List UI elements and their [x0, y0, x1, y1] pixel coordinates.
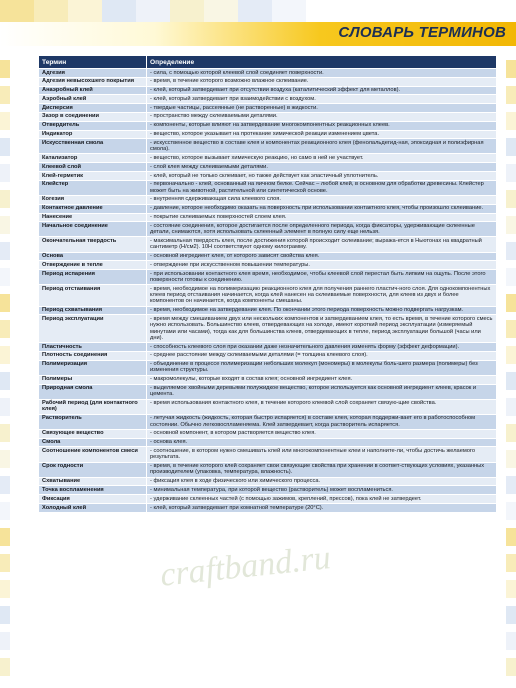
table-row: [39, 504, 497, 513]
strip-block: [0, 632, 10, 650]
strip-block: [506, 658, 516, 676]
table-row: [39, 121, 497, 130]
table-row: [39, 447, 497, 462]
strip-block: [506, 372, 516, 390]
color-swatch: [68, 0, 102, 22]
term-cell: Анаэробный клей: [39, 86, 147, 95]
strip-block: [0, 86, 10, 104]
table-row: [39, 384, 497, 399]
column-header-definition: Определение: [147, 56, 497, 69]
term-cell: Срок годности: [39, 462, 147, 477]
strip-block: [506, 476, 516, 494]
strip-block: [506, 450, 516, 468]
term-cell: Нанесение: [39, 213, 147, 222]
definition-cell: - максимальная твердость клея, после достижения которой происходит склеивание; выража-ется в Ньютонах на квадратный сантиметр (Н/см2). 10Н соответствуют одному килограмму.: [147, 237, 497, 252]
term-cell: Плотность соединения: [39, 351, 147, 360]
table-row: [39, 343, 497, 352]
watermark-text: craftband.ru: [158, 539, 333, 594]
strip-block: [506, 346, 516, 364]
strip-block: [506, 294, 516, 312]
term-cell: Период испарения: [39, 270, 147, 285]
strip-block: [0, 476, 10, 494]
term-cell: Окончательная твердость: [39, 237, 147, 252]
table-row: [39, 375, 497, 384]
definition-cell: - внутренняя сдерживающая сила клеевого слоя.: [147, 195, 497, 204]
definition-cell: - соотношение, в котором нужно смешивать клей или многокомпонентные клеи и наполните-ли, чтобы достичь желаемого результата.: [147, 447, 497, 462]
definition-cell: - состояние соединения, которое достигается после определенного периода, когда фиксаторы, удерживающие склеенные детали, снимаются, хотя использовать склеенный элемент в полную силу еще нельзя.: [147, 222, 497, 237]
strip-block: [0, 346, 10, 364]
term-cell: Точка воспламенения: [39, 486, 147, 495]
title-banner: [0, 22, 516, 46]
color-swatch: [102, 0, 136, 22]
term-cell: Клейстер: [39, 180, 147, 195]
table-row: [39, 495, 497, 504]
strip-block: [506, 190, 516, 208]
table-row: [39, 95, 497, 104]
strip-block: [0, 112, 10, 130]
table-row: [39, 360, 497, 375]
color-swatch: [34, 0, 68, 22]
term-cell: Основа: [39, 252, 147, 261]
term-cell: Связующее вещество: [39, 429, 147, 438]
table-row: [39, 429, 497, 438]
table-row: [39, 139, 497, 154]
table-row: [39, 462, 497, 477]
definition-cell: - пространство между склеиваемыми деталями.: [147, 112, 497, 121]
strip-block: [506, 112, 516, 130]
strip-block: [0, 190, 10, 208]
strip-block: [0, 658, 10, 676]
strip-block: [506, 502, 516, 520]
definition-cell: - отверждение при искусственном повышении температуры.: [147, 261, 497, 270]
definition-cell: - фиксация клея в ходе физического или химического процесса.: [147, 477, 497, 486]
table-row: [39, 204, 497, 213]
definition-cell: - первоначально - клей, основанный на яичном белке. Сейчас – любой клей, в основном для обработки древесины. Клейстер может быть на животной, растительной или синтетической основе.: [147, 180, 497, 195]
table-row: [39, 270, 497, 285]
color-swatch: [0, 0, 34, 22]
table-row: [39, 486, 497, 495]
strip-block: [0, 216, 10, 234]
term-cell: Период отстаивания: [39, 285, 147, 306]
strip-block: [506, 398, 516, 416]
term-cell: Индикатор: [39, 130, 147, 139]
definition-cell: - клей, который не только склеивает, но также действует как эластичный уплотнитель.: [147, 172, 497, 181]
definition-cell: - время, необходимое на затвердевание клея. По окончании этого периода поверхность можно подвергать нагрузкам.: [147, 306, 497, 315]
term-cell: Фиксация: [39, 495, 147, 504]
table-row: [39, 104, 497, 113]
left-decorative-strip: [0, 60, 10, 680]
table-row: [39, 252, 497, 261]
strip-block: [506, 216, 516, 234]
table-row: [39, 213, 497, 222]
strip-block: [506, 580, 516, 598]
term-cell: Смола: [39, 438, 147, 447]
table-row: [39, 399, 497, 414]
strip-block: [0, 580, 10, 598]
definition-cell: - слой клея между склеиваемыми деталями.: [147, 163, 497, 172]
term-cell: Дисперсия: [39, 104, 147, 113]
definition-cell: - время, в течение которого возможно влажное склеивание.: [147, 77, 497, 86]
table-row: [39, 172, 497, 181]
definition-cell: - способность клеевого слоя при оказании даже незначительного давления изменять форму (эффект деформации).: [147, 343, 497, 352]
strip-block: [0, 606, 10, 624]
strip-block: [506, 606, 516, 624]
definition-cell: - время, в течение которого клей сохраняет свои связующие свойства при хранении в соответ-ствующих условиях, указанных производителем (упаковка, температура, влажность).: [147, 462, 497, 477]
definition-cell: - удерживание склеенных частей (с помощью зажимов, креплений, прессов), пока клей не затвердеет.: [147, 495, 497, 504]
strip-block: [506, 320, 516, 338]
strip-block: [0, 242, 10, 260]
color-swatch: [238, 0, 272, 22]
definition-cell: - время, необходимое на полимеризацию реакционного клея для получения раннего пластич-ного слоя. Для однокомпонентных клеев период отстаивания начинается, когда клей нанесен на склеиваемые поверхности, для клеев из двух и более компонентов он начинается, когда компоненты смешаны.: [147, 285, 497, 306]
term-cell: Природная смола: [39, 384, 147, 399]
table-row: [39, 285, 497, 306]
strip-block: [506, 86, 516, 104]
term-cell: Отверждение в тепле: [39, 261, 147, 270]
term-cell: Катализатор: [39, 154, 147, 163]
definition-cell: - вещество, которое вызывает химическую реакцию, но само в ней не участвует.: [147, 154, 497, 163]
definition-cell: - клей, который затвердевает при комнатной температуре (20°С).: [147, 504, 497, 513]
definition-cell: - основа клея.: [147, 438, 497, 447]
table-row: [39, 195, 497, 204]
table-row: [39, 112, 497, 121]
term-cell: Растворитель: [39, 414, 147, 429]
table-row: [39, 414, 497, 429]
term-cell: Искусственная смола: [39, 139, 147, 154]
definition-cell: - время между смешиванием двух или нескольких компонентов и затвердеванием клея, то есть время, в течение которого смесь нужно использовать. Большинство клеев, отвердевающих на холоде, имеют короткий период эксплуатации (измеряемый минутами или часами), тогда как для большинства клеев, отвердевающих в тепле, период эксплуатации большой (часы или дни).: [147, 315, 497, 343]
term-cell: Зазор в соединении: [39, 112, 147, 121]
table-row: [39, 69, 497, 78]
definition-cell: - выделяемое хвойными деревьями полужидкое вещество, которое используется как основной ингредиент клеев, красок и цемента.: [147, 384, 497, 399]
term-cell: Полимеризация: [39, 360, 147, 375]
right-decorative-strip: [506, 60, 516, 680]
table-header-row: [39, 56, 497, 69]
definition-cell: - минимальная температура, при которой вещество (растворитель) может воспламениться.: [147, 486, 497, 495]
strip-block: [0, 450, 10, 468]
color-swatch-row: [0, 0, 306, 22]
strip-block: [0, 372, 10, 390]
table-row: [39, 163, 497, 172]
strip-block: [0, 164, 10, 182]
definition-cell: - среднее расстояние между склеиваемыми деталями (= толщина клеевого слоя).: [147, 351, 497, 360]
table-row: [39, 438, 497, 447]
strip-block: [506, 632, 516, 650]
table-row: [39, 154, 497, 163]
term-cell: Начальное соединение: [39, 222, 147, 237]
strip-block: [0, 528, 10, 546]
glossary-table-container: [38, 55, 496, 513]
table-row: [39, 261, 497, 270]
definition-cell: - клей, который затвердевает при отсутствии воздуха (каталитический эффект для металлов).: [147, 86, 497, 95]
term-cell: Контактное давление: [39, 204, 147, 213]
strip-block: [506, 424, 516, 442]
term-cell: Пластичность: [39, 343, 147, 352]
term-cell: Адгезия невысохшего покрытия: [39, 77, 147, 86]
term-cell: Период схватывания: [39, 306, 147, 315]
strip-block: [506, 164, 516, 182]
strip-block: [506, 242, 516, 260]
strip-block: [0, 294, 10, 312]
table-row: [39, 315, 497, 343]
definition-cell: - компоненты, которые влияют на затвердевание многокомпонентных реакционных клеев.: [147, 121, 497, 130]
term-cell: Соотношение компонентов смеси: [39, 447, 147, 462]
definition-cell: - макромолекулы, которые входят в состав клея; основной ингредиент клея.: [147, 375, 497, 384]
definition-cell: - летучая жидкость (жидкость, которая быстро испаряется) в составе клея, которая поддержи-вает его в работоспособном состоянии. Обычно легковоспламеняема. Клей затвердевает, когда растворитель испаряется.: [147, 414, 497, 429]
definition-cell: - время использования контактного клея, в течение которого клеевой слой сохраняет связую-щие свойства.: [147, 399, 497, 414]
term-cell: Отвердитель: [39, 121, 147, 130]
definition-cell: - твердые частицы, рассеянные (не растворенные) в жидкости.: [147, 104, 497, 113]
definition-cell: - искусственное вещество в составе клея и компонентах реакционного клея (фенолальдегид-ная, эпоксидная и полиэфирная смола).: [147, 139, 497, 154]
term-cell: Холодный клей: [39, 504, 147, 513]
term-cell: Аэробный клей: [39, 95, 147, 104]
color-swatch: [272, 0, 306, 22]
table-row: [39, 306, 497, 315]
strip-block: [0, 60, 10, 78]
color-swatch: [136, 0, 170, 22]
term-cell: Адгезия: [39, 69, 147, 78]
strip-block: [0, 138, 10, 156]
definition-cell: - сила, с помощью которой клеевой слой соединяет поверхности.: [147, 69, 497, 78]
term-cell: Период эксплуатации: [39, 315, 147, 343]
column-header-term: Термин: [39, 56, 147, 69]
definition-cell: - вещество, которое указывает на протекание химической реакции изменением цвета.: [147, 130, 497, 139]
term-cell: Когезия: [39, 195, 147, 204]
term-cell: Клей-герметик: [39, 172, 147, 181]
strip-block: [506, 554, 516, 572]
table-row: [39, 222, 497, 237]
table-row: [39, 130, 497, 139]
strip-block: [506, 138, 516, 156]
term-cell: Схватывание: [39, 477, 147, 486]
term-cell: Клеевой слой: [39, 163, 147, 172]
strip-block: [0, 424, 10, 442]
definition-cell: - при использовании контактного клея время, необходимое, чтобы клеевой слой перестал быть липким на ощупь. После этого поверхности готовы к соединению.: [147, 270, 497, 285]
definition-cell: - давление, которое необходимо оказать на поверхность при использовании контактного клея, чтобы произошло склеивание.: [147, 204, 497, 213]
strip-block: [0, 320, 10, 338]
definition-cell: - основной компонент, в котором растворяется вещество клея.: [147, 429, 497, 438]
table-row: [39, 351, 497, 360]
strip-block: [0, 502, 10, 520]
definition-cell: - клей, который затвердевает при взаимодействии с воздухом.: [147, 95, 497, 104]
strip-block: [0, 398, 10, 416]
color-swatch: [170, 0, 204, 22]
term-cell: Полимеры: [39, 375, 147, 384]
definition-cell: - основной ингредиент клея, от которого зависят свойства клея.: [147, 252, 497, 261]
strip-block: [0, 554, 10, 572]
strip-block: [506, 528, 516, 546]
table-row: [39, 237, 497, 252]
definition-cell: - объединение в процессе полимеризации небольших молекул (мономеры) в молекулы боль-шего размера (полимеры) без изменения структуры.: [147, 360, 497, 375]
table-row: [39, 86, 497, 95]
glossary-table: [38, 55, 497, 513]
strip-block: [506, 268, 516, 286]
color-swatch: [204, 0, 238, 22]
definition-cell: - покрытие склеиваемых поверхностей слоем клея.: [147, 213, 497, 222]
table-row: [39, 477, 497, 486]
strip-block: [506, 60, 516, 78]
table-row: [39, 180, 497, 195]
term-cell: Рабочий период (для контактного клея): [39, 399, 147, 414]
table-row: [39, 77, 497, 86]
strip-block: [0, 268, 10, 286]
page-title: СЛОВАРЬ ТЕРМИНОВ: [338, 24, 506, 41]
